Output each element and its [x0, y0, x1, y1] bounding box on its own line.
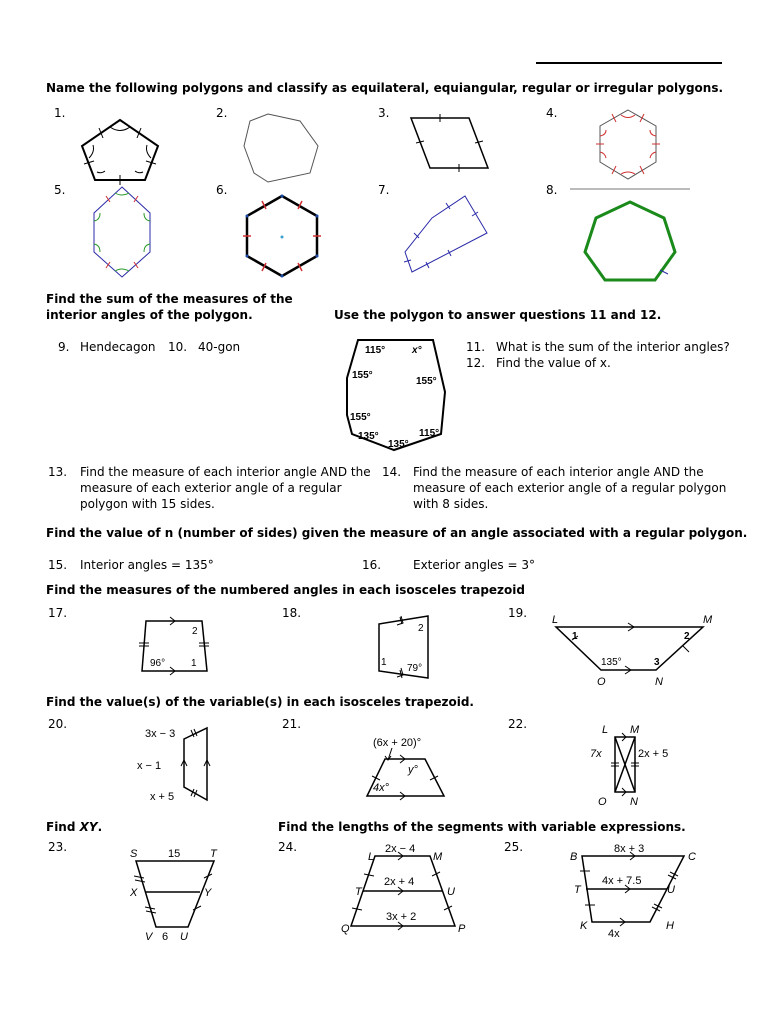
angle-label: 2 [418, 623, 424, 634]
q14-line3: with 8 sides. [413, 497, 489, 511]
angle-label: 2 [684, 631, 690, 642]
q13-number: 13. [48, 465, 68, 479]
section3-title: Use the polygon to answer questions 11 and 12. [334, 308, 662, 322]
expr-label: x + 5 [150, 791, 175, 803]
q18-number: 18. [282, 606, 302, 620]
vertex-label: X [130, 887, 138, 899]
q2-number: 2. [216, 106, 228, 120]
q15-number: 15. [48, 558, 68, 572]
q22-number: 22. [508, 717, 528, 731]
angle-label: 96° [150, 658, 166, 669]
vertex-label: B [570, 851, 578, 863]
q4-number: 4. [546, 106, 558, 120]
expr-label: x − 1 [137, 760, 162, 772]
title-part: XY [79, 820, 98, 834]
vertex-label: M [630, 724, 640, 736]
q13-line1: Find the measure of each interior angle AND the [80, 465, 371, 479]
section2-title-line1: Find the sum of the measures of the [46, 292, 293, 306]
expr-label: 2x + 4 [384, 876, 415, 888]
q24-number: 24. [278, 840, 298, 854]
vertex-label: M [703, 614, 713, 626]
vertex-label: S [130, 848, 138, 860]
q12-number: 12. [466, 356, 486, 370]
expr-label: 2x − 4 [385, 843, 416, 855]
q16-text: Exterior angles = 3° [413, 558, 535, 572]
q14-line2: measure of each exterior angle of a regular polygon [413, 481, 727, 495]
q14-number: 14. [382, 465, 402, 479]
q19-number: 19. [508, 606, 528, 620]
vertex-label: Y [204, 887, 212, 899]
q25-number: 25. [504, 840, 524, 854]
angle-label: 1 [381, 657, 387, 668]
q5-number: 5. [54, 183, 66, 197]
title-part: Find [46, 820, 80, 834]
q9-text: Hendecagon [80, 340, 156, 354]
q3-number: 3. [378, 106, 390, 120]
expr-label: 8x + 3 [614, 843, 645, 855]
angle-label: 135° [358, 431, 379, 442]
angle-label: 79° [407, 663, 423, 674]
q12-text: Find the value of x. [496, 356, 611, 370]
angle-label: x° [412, 345, 422, 356]
vertex-label: U [180, 931, 188, 943]
q15-text: Interior angles = 135° [80, 558, 214, 572]
q8-number: 8. [546, 183, 558, 197]
expr-label: 4x + 7.5 [602, 875, 642, 887]
vertex-label: O [597, 676, 606, 688]
section6-title: Find the value(s) of the variable(s) in each isosceles trapezoid. [46, 695, 474, 709]
vertex-label: P [458, 923, 466, 935]
q11-number: 11. [466, 340, 486, 354]
q16-number: 16. [362, 558, 382, 572]
q10-number: 10. [168, 340, 188, 354]
vertex-label: O [598, 796, 607, 808]
q21-number: 21. [282, 717, 302, 731]
q17-number: 17. [48, 606, 68, 620]
expr-label: 3x − 3 [145, 728, 176, 740]
q20-number: 20. [48, 717, 68, 731]
section1-title: Name the following polygons and classify as equilateral, equiangular, regular or irregular polygons. [46, 81, 724, 95]
expr-label: 4x° [373, 782, 390, 794]
vertex-label: L [552, 614, 559, 626]
length-label: 6 [162, 931, 169, 943]
q10-text: 40-gon [198, 340, 241, 354]
vertex-label: V [145, 931, 153, 943]
angle-label: 1 [191, 658, 197, 669]
vertex-label: T [574, 884, 581, 896]
section7-title2: Find the lengths of the segments with variable expressions. [278, 820, 686, 834]
q14-line1: Find the measure of each interior angle AND the [413, 465, 704, 479]
q11-text: What is the sum of the interior angles? [496, 340, 730, 354]
q23-number: 23. [48, 840, 68, 854]
q7-number: 7. [378, 183, 390, 197]
angle-label: 1 [572, 631, 578, 642]
q13-line2: measure of each exterior angle of a regular [80, 481, 342, 495]
vertex-label: H [666, 920, 674, 932]
expr-label: 7x [590, 748, 602, 760]
section4-title: Find the value of n (number of sides) given the measure of an angle associated with a regular polygon. [46, 526, 748, 540]
angle-label: 135° [388, 439, 409, 450]
expr-label: y° [408, 764, 418, 776]
vertex-label: N [655, 676, 663, 688]
vertex-label: L [602, 724, 609, 736]
expr-label: (6x + 20)° [373, 737, 422, 749]
angle-label: 115° [419, 428, 440, 439]
title-part: . [97, 820, 103, 834]
vertex-label: C [688, 851, 696, 863]
vertex-label: T [210, 848, 217, 860]
vertex-label: L [368, 851, 375, 863]
angle-label: 3 [654, 657, 660, 668]
length-label: 15 [168, 848, 181, 860]
vertex-label: U [447, 886, 455, 898]
vertex-label: M [433, 851, 443, 863]
q13-line3: polygon with 15 sides. [80, 497, 215, 511]
expr-label: 2x + 5 [638, 748, 669, 760]
expr-label: 4x [608, 928, 620, 940]
angle-label: 115° [365, 345, 386, 356]
vertex-label: U [667, 884, 675, 896]
vertex-label: Q [341, 923, 350, 935]
section2-title-line2: interior angles of the polygon. [46, 308, 253, 322]
q6-number: 6. [216, 183, 228, 197]
vertex-label: N [630, 796, 638, 808]
q1-number: 1. [54, 106, 66, 120]
section5-title: Find the measures of the numbered angles in each isosceles trapezoid [46, 583, 525, 597]
angle-label: 135° [601, 657, 622, 668]
q9-number: 9. [58, 340, 70, 354]
vertex-label: T [355, 886, 362, 898]
angle-label: 155° [350, 412, 371, 423]
angle-label: 155° [416, 376, 437, 387]
angle-label: 155° [352, 370, 373, 381]
vertex-label: K [580, 920, 588, 932]
angle-label: 2 [192, 626, 198, 637]
expr-label: 3x + 2 [386, 911, 417, 923]
